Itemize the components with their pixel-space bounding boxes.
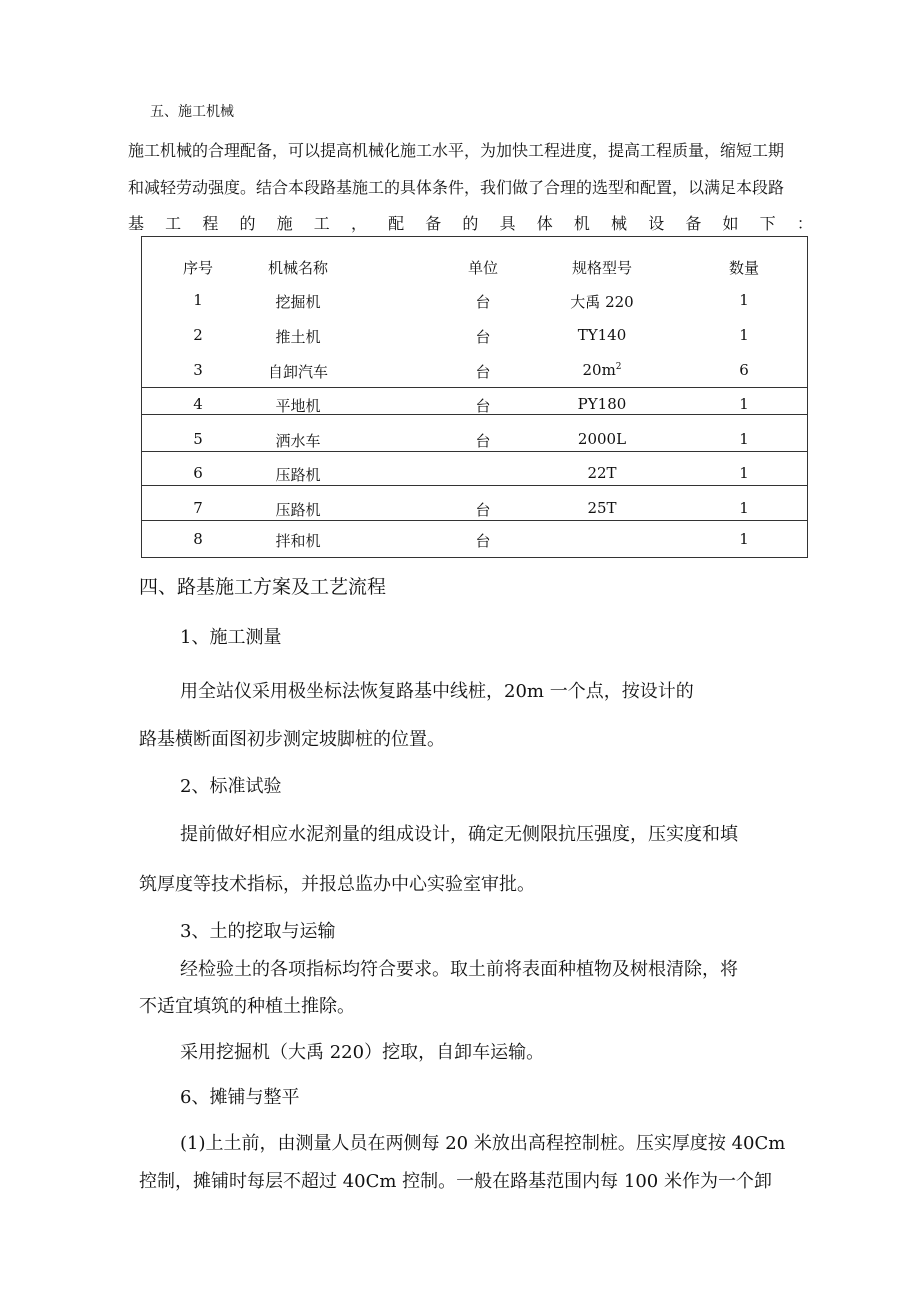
table-cell-spec-model bbox=[582, 361, 621, 379]
justified-char: 备 bbox=[685, 214, 702, 233]
subsection-3-text: 经检验土的各项指标均符合要求。取土前将表面种植物及树根清除，将 bbox=[180, 959, 738, 980]
table-cell-spec-model: 22T bbox=[587, 464, 617, 482]
table-cell-spec-model: TY140 bbox=[577, 326, 627, 344]
table-cell-machine-name: 拌和机 bbox=[275, 532, 321, 550]
justified-char: 如 bbox=[722, 214, 739, 233]
table-cell-index: 8 bbox=[193, 530, 203, 548]
table-header-index: 序号 bbox=[182, 259, 214, 277]
justified-char: 备 bbox=[425, 214, 442, 233]
justified-char: 体 bbox=[536, 214, 553, 233]
justified-char: 下 bbox=[759, 214, 776, 233]
table-cell-index: 4 bbox=[193, 395, 203, 413]
justified-char: 基 bbox=[128, 214, 145, 233]
table-cell-quantity: 1 bbox=[739, 326, 749, 344]
table-cell-unit: 台 bbox=[475, 363, 491, 381]
equipment-table bbox=[141, 236, 808, 558]
spec-value: 20m bbox=[582, 361, 616, 379]
table-cell-spec-model: PY180 bbox=[577, 395, 627, 413]
table-cell-quantity: 1 bbox=[739, 395, 749, 413]
subsection-3-text: 不适宜填筑的种植土推除。 bbox=[139, 996, 355, 1017]
subsection-2-text: 筑厚度等技术指标，并报总监办中心实验室审批。 bbox=[139, 874, 535, 895]
subsection-2-title: 2、标准试验 bbox=[180, 776, 282, 797]
subsection-6-title: 6、摊铺与整平 bbox=[180, 1087, 300, 1108]
table-cell-unit: 台 bbox=[475, 432, 491, 450]
justified-char: 工 bbox=[313, 214, 330, 233]
table-row-divider bbox=[142, 451, 807, 452]
table-cell-unit: 台 bbox=[475, 532, 491, 550]
justified-char: 具 bbox=[499, 214, 516, 233]
justified-char: ， bbox=[350, 214, 367, 233]
table-cell-machine-name: 自卸汽车 bbox=[267, 363, 329, 381]
table-cell-quantity: 1 bbox=[739, 291, 749, 309]
table-row-divider bbox=[142, 387, 807, 388]
justified-char: 的 bbox=[239, 214, 256, 233]
subsection-2-text: 提前做好相应水泥剂量的组成设计，确定无侧限抗压强度，压实度和填 bbox=[180, 824, 738, 845]
table-header-machine-name: 机械名称 bbox=[267, 259, 329, 277]
table-header-spec-model: 规格型号 bbox=[571, 259, 633, 277]
table-cell-index: 3 bbox=[193, 361, 203, 379]
table-cell-index: 1 bbox=[193, 291, 203, 309]
subsection-6-text: (1)上土前，由测量人员在两侧每 20 米放出高程控制桩。压实厚度按 40Cm bbox=[180, 1133, 786, 1154]
table-cell-machine-name: 推土机 bbox=[275, 328, 321, 346]
subsection-1-text: 用全站仪采用极坐标法恢复路基中线桩，20m 一个点，按设计的 bbox=[180, 681, 694, 702]
section-5-paragraph-line: 施工机械的合理配备，可以提高机械化施工水平，为加快工程进度，提高工程质量，缩短工期 bbox=[128, 141, 785, 160]
justified-char: ： bbox=[796, 214, 813, 233]
table-cell-unit: 台 bbox=[475, 397, 491, 415]
table-cell-index: 2 bbox=[193, 326, 203, 344]
justified-char: 配 bbox=[388, 214, 405, 233]
table-row-divider bbox=[142, 520, 807, 521]
table-cell-quantity: 1 bbox=[739, 430, 749, 448]
justified-char: 程 bbox=[202, 214, 219, 233]
table-cell-quantity: 1 bbox=[739, 499, 749, 517]
section-5-paragraph-line bbox=[128, 211, 813, 234]
spec-superscript: 2 bbox=[615, 362, 622, 372]
table-cell-quantity: 6 bbox=[739, 361, 749, 379]
table-cell-index: 6 bbox=[193, 464, 203, 482]
section-5-heading: 五、施工机械 bbox=[150, 104, 234, 120]
table-header-quantity: 数量 bbox=[728, 259, 760, 277]
table-row-divider bbox=[142, 485, 807, 486]
table-cell-machine-name: 平地机 bbox=[275, 397, 321, 415]
subsection-3-text: 采用挖掘机（大禹 220）挖取，自卸车运输。 bbox=[180, 1042, 545, 1063]
table-cell-quantity: 1 bbox=[739, 530, 749, 548]
justified-char: 的 bbox=[462, 214, 479, 233]
table-cell-index: 7 bbox=[193, 499, 203, 517]
table-header-unit: 单位 bbox=[467, 259, 499, 277]
table-cell-quantity: 1 bbox=[739, 464, 749, 482]
section-5-paragraph-line: 和减轻劳动强度。结合本段路基施工的具体条件，我们做了合理的选型和配置，以满足本段路 bbox=[128, 178, 785, 197]
table-cell-unit: 台 bbox=[475, 293, 491, 311]
subsection-1-text: 路基横断面图初步测定坡脚桩的位置。 bbox=[139, 729, 445, 750]
table-cell-unit: 台 bbox=[475, 501, 491, 519]
table-cell-unit: 台 bbox=[475, 328, 491, 346]
table-cell-machine-name: 压路机 bbox=[275, 501, 321, 519]
section-4-heading: 四、路基施工方案及工艺流程 bbox=[139, 576, 387, 598]
table-cell-spec-model: 25T bbox=[587, 499, 617, 517]
table-cell-machine-name: 挖掘机 bbox=[275, 293, 321, 311]
justified-char: 机 bbox=[573, 214, 590, 233]
table-cell-machine-name: 洒水车 bbox=[275, 432, 321, 450]
table-cell-index: 5 bbox=[193, 430, 203, 448]
subsection-1-title: 1、施工测量 bbox=[180, 627, 282, 648]
table-cell-machine-name: 压路机 bbox=[275, 466, 321, 484]
subsection-3-title: 3、土的挖取与运输 bbox=[180, 921, 336, 942]
table-cell-spec-model: 2000L bbox=[577, 430, 627, 448]
table-cell-spec-model: 大禹 220 bbox=[570, 293, 634, 311]
justified-char: 工 bbox=[165, 214, 182, 233]
subsection-6-text: 控制，摊铺时每层不超过 40Cm 控制。一般在路基范围内每 100 米作为一个卸 bbox=[139, 1171, 772, 1192]
justified-char: 设 bbox=[648, 214, 665, 233]
justified-char: 施 bbox=[276, 214, 293, 233]
justified-char: 械 bbox=[611, 214, 628, 233]
